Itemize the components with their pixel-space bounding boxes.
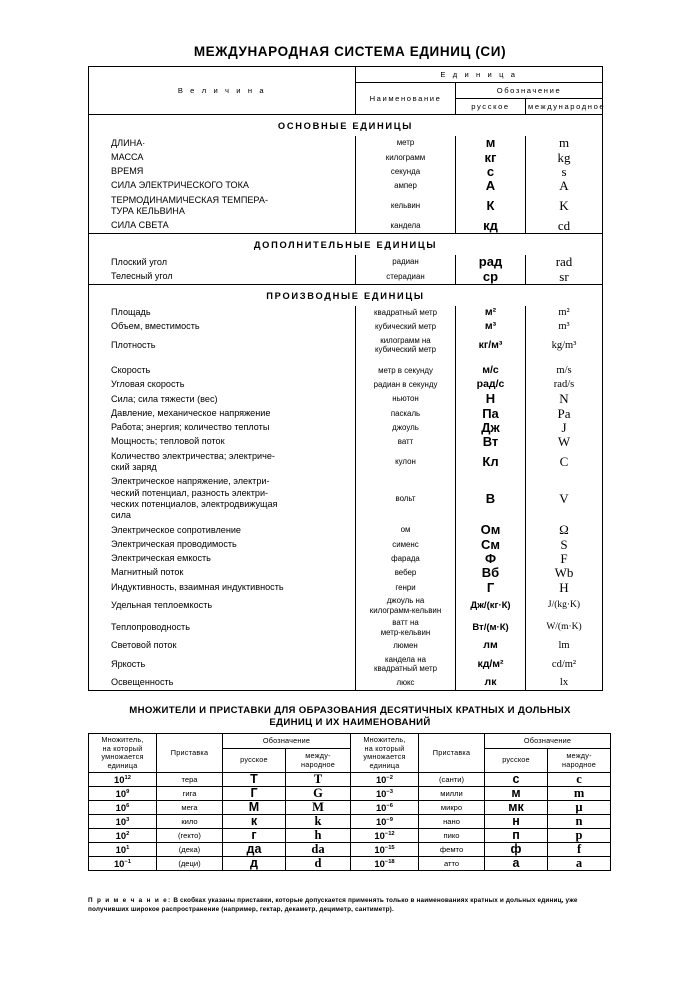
section-title: ДОПОЛНИТЕЛЬНЫЕ ЕДИНИЦЫ [89, 234, 603, 256]
unit-name-cell: ньютон [356, 392, 456, 406]
russian-symbol-cell: м/с [456, 363, 526, 377]
russian-symbol-cell: с [456, 165, 526, 179]
quantity-cell: Скорость [89, 363, 356, 377]
multiplier-cell: $10^1$ [89, 843, 157, 857]
header-quantity: В е л и ч и н а [89, 67, 356, 115]
si-prefixes-table-body [89, 773, 611, 871]
table-row [89, 829, 611, 843]
international-symbol-cell: rad/s [526, 378, 603, 392]
prefix-name-cell: кило [157, 815, 223, 829]
international-symbol-cell: kg/m³ [526, 334, 603, 356]
international-symbol-cell: Wb [526, 566, 603, 580]
section-title: ПРОИЗВОДНЫЕ ЕДИНИЦЫ [89, 284, 603, 306]
prefix-name-cell: мега [157, 801, 223, 815]
table-row [89, 475, 603, 523]
international-symbol-cell: s [526, 165, 603, 179]
quantity-cell: Теплопроводность [89, 617, 356, 639]
table-row [89, 150, 603, 164]
unit-name-cell: метр [356, 136, 456, 150]
table-row [89, 363, 603, 377]
unit-name-cell: джоуль на килограмм-кельвин [356, 595, 456, 617]
multiplier-cell: $10^{-18}$ [351, 857, 419, 871]
header-prefix-left: Приставка [157, 734, 223, 773]
russian-symbol-cell: рад [456, 255, 526, 269]
international-symbol-cell: a [548, 857, 611, 871]
spacer-row [89, 356, 603, 363]
header-international-right: между- народное [548, 748, 611, 772]
russian-symbol-cell: п [485, 829, 548, 843]
multiplier-cell: $10^{-12}$ [351, 829, 419, 843]
russian-symbol-cell: а [485, 857, 548, 871]
prefix-name-cell: тера [157, 773, 223, 787]
footnote-label: П р и м е ч а н и е: [88, 897, 172, 904]
international-symbol-cell: A [526, 179, 603, 193]
quantity-cell: Магнитный поток [89, 566, 356, 580]
multiplier-cell: $10^{-1}$ [89, 857, 157, 871]
unit-name-cell: секунда [356, 165, 456, 179]
prefix-name-cell: (гекто) [157, 829, 223, 843]
multiplier-cell: $10^{-2}$ [351, 773, 419, 787]
russian-symbol-cell: мк [485, 801, 548, 815]
international-symbol-cell: M [286, 801, 351, 815]
footnote [88, 896, 608, 915]
header-russian-right: русское [485, 748, 548, 772]
quantity-cell: Электрическое сопротивление [89, 523, 356, 537]
footnote-text: В скобках указаны приставки, которые допускается применять только в наименованиях кратных и дольных единиц, уже получивших широкое распространение (например, гектар, декаметр, дециметр, сантиметр). [88, 897, 578, 914]
russian-symbol-cell: кг/м³ [456, 334, 526, 356]
table-row [89, 392, 603, 406]
quantity-cell: Удельная теплоемкость [89, 595, 356, 617]
table-row [89, 136, 603, 150]
international-symbol-cell: G [286, 787, 351, 801]
unit-name-cell: кубический метр [356, 320, 456, 334]
unit-name-cell: ампер [356, 179, 456, 193]
unit-name-cell: ватт на метр-кельвин [356, 617, 456, 639]
russian-symbol-cell: М [223, 801, 286, 815]
quantity-cell: Плотность [89, 334, 356, 356]
international-symbol-cell: N [526, 392, 603, 406]
multiplier-cell: $10^{-15}$ [351, 843, 419, 857]
table-row [89, 449, 603, 475]
header-multiplier-left: Множитель, на который умножается единица [89, 734, 157, 773]
quantity-cell: ТЕРМОДИНАМИЧЕСКАЯ ТЕМПЕРА- ТУРА КЕЛЬВИНА [89, 193, 356, 219]
russian-symbol-cell: Дж [456, 421, 526, 435]
prefix-name-cell: гига [157, 787, 223, 801]
header-designation: Обозначение [456, 83, 603, 99]
table-row [89, 378, 603, 392]
multiplier-cell: $10^{-3}$ [351, 787, 419, 801]
international-symbol-cell: F [526, 552, 603, 566]
unit-name-cell: ватт [356, 435, 456, 449]
russian-symbol-cell: лк [456, 675, 526, 690]
table-row [89, 675, 603, 690]
prefix-name-cell: фемто [419, 843, 485, 857]
table-row [89, 653, 603, 675]
international-symbol-cell: rad [526, 255, 603, 269]
table-row [89, 406, 603, 420]
international-symbol-cell: H [526, 580, 603, 594]
russian-symbol-cell: Вт [456, 435, 526, 449]
table-row [89, 523, 603, 537]
quantity-cell: Давление, механическое напряжение [89, 406, 356, 420]
header-designation-left: Обозначение [223, 734, 351, 749]
international-symbol-cell: Ω [526, 523, 603, 537]
russian-symbol-cell: Ф [456, 552, 526, 566]
quantity-cell: Электрическое напряжение, электри- ческий потенциал, разность электри- ческих потенциалов, электродвижущая сила [89, 475, 356, 523]
table-row [89, 219, 603, 234]
international-symbol-cell: k [286, 815, 351, 829]
multiplier-cell: $10^2$ [89, 829, 157, 843]
russian-symbol-cell: Н [456, 392, 526, 406]
table-row [89, 179, 603, 193]
si-prefixes-table [88, 733, 611, 871]
russian-symbol-cell: В [456, 475, 526, 523]
table-row [89, 773, 611, 787]
quantity-cell: ВРЕМЯ [89, 165, 356, 179]
table-row [89, 801, 611, 815]
international-symbol-cell: J [526, 421, 603, 435]
section-title: ОСНОВНЫЕ ЕДИНИЦЫ [89, 115, 603, 137]
international-symbol-cell: h [286, 829, 351, 843]
international-symbol-cell: c [548, 773, 611, 787]
unit-name-cell: кельвин [356, 193, 456, 219]
unit-name-cell: кандела [356, 219, 456, 234]
quantity-cell: МАССА [89, 150, 356, 164]
quantity-cell: Электрическая емкость [89, 552, 356, 566]
section-header-row [89, 284, 603, 306]
international-symbol-cell: T [286, 773, 351, 787]
table-row [89, 566, 603, 580]
prefix-name-cell: нано [419, 815, 485, 829]
quantity-cell: Индуктивность, взаимная индуктивность [89, 580, 356, 594]
quantity-cell: Плоский угол [89, 255, 356, 269]
prefix-name-cell: милли [419, 787, 485, 801]
quantity-cell: Телесный угол [89, 269, 356, 284]
unit-name-cell: фарада [356, 552, 456, 566]
header-international: международное [526, 99, 603, 115]
russian-symbol-cell: Дж/(кг·К) [456, 595, 526, 617]
table-row [89, 255, 603, 269]
header-unit-name: Наименование [356, 83, 456, 115]
russian-symbol-cell: с [485, 773, 548, 787]
table-row [89, 193, 603, 219]
russian-symbol-cell: м [456, 136, 526, 150]
russian-symbol-cell: кд [456, 219, 526, 234]
unit-name-cell: джоуль [356, 421, 456, 435]
russian-symbol-cell: Вт/(м·К) [456, 617, 526, 639]
prefix-name-cell: (санти) [419, 773, 485, 787]
table-row [89, 334, 603, 356]
header-international-left: между- народное [286, 748, 351, 772]
russian-symbol-cell: к [223, 815, 286, 829]
international-symbol-cell: m³ [526, 320, 603, 334]
quantity-cell: Освещенность [89, 675, 356, 690]
prefix-table-title: МНОЖИТЕЛИ И ПРИСТАВКИ ДЛЯ ОБРАЗОВАНИЯ ДЕСЯТИЧНЫХ КРАТНЫХ И ДОЛЬНЫХ ЕДИНИЦ И ИХ НАИМЕНОВАНИЙ [129, 705, 571, 728]
international-symbol-cell: f [548, 843, 611, 857]
international-symbol-cell: lx [526, 675, 603, 690]
table-row [89, 269, 603, 284]
quantity-cell: Световой поток [89, 639, 356, 653]
unit-name-cell: паскаль [356, 406, 456, 420]
international-symbol-cell: p [548, 829, 611, 843]
russian-symbol-cell: ф [485, 843, 548, 857]
unit-name-cell: сименс [356, 537, 456, 551]
international-symbol-cell: lm [526, 639, 603, 653]
unit-name-cell: вебер [356, 566, 456, 580]
quantity-cell: Угловая скорость [89, 378, 356, 392]
russian-symbol-cell: ср [456, 269, 526, 284]
unit-name-cell: радиан в секунду [356, 378, 456, 392]
quantity-cell: Работа; энергия; количество теплоты [89, 421, 356, 435]
unit-name-cell: кулон [356, 449, 456, 475]
quantity-cell: СИЛА СВЕТА [89, 219, 356, 234]
header-russian-left: русское [223, 748, 286, 772]
prefix-name-cell: микро [419, 801, 485, 815]
international-symbol-cell: m² [526, 306, 603, 320]
russian-symbol-cell: н [485, 815, 548, 829]
russian-symbol-cell: К [456, 193, 526, 219]
international-symbol-cell: µ [548, 801, 611, 815]
table-row [89, 595, 603, 617]
international-symbol-cell: S [526, 537, 603, 551]
international-symbol-cell: n [548, 815, 611, 829]
international-symbol-cell: cd [526, 219, 603, 234]
si-units-table [88, 66, 606, 691]
section-header-row [89, 115, 603, 137]
header-russian: русское [456, 99, 526, 115]
header-unit: Е д и н и ц а [356, 67, 603, 83]
international-symbol-cell: m [548, 787, 611, 801]
header-prefix-right: Приставка [419, 734, 485, 773]
russian-symbol-cell: А [456, 179, 526, 193]
international-symbol-cell: sr [526, 269, 603, 284]
international-symbol-cell: J/(kg·K) [526, 595, 603, 617]
quantity-cell: Площадь [89, 306, 356, 320]
international-symbol-cell: Pa [526, 406, 603, 420]
multiplier-cell: $10^9$ [89, 787, 157, 801]
russian-symbol-cell: Вб [456, 566, 526, 580]
prefix-name-cell: (дека) [157, 843, 223, 857]
russian-symbol-cell: Г [223, 787, 286, 801]
quantity-cell: Сила; сила тяжести (вес) [89, 392, 356, 406]
si-units-table-body [89, 115, 603, 691]
table-row [89, 580, 603, 594]
russian-symbol-cell: лм [456, 639, 526, 653]
russian-symbol-cell: кг [456, 150, 526, 164]
quantity-cell: Яркость [89, 653, 356, 675]
si-prefixes-table-header [89, 734, 611, 773]
table-row [89, 306, 603, 320]
prefix-name-cell: атто [419, 857, 485, 871]
international-symbol-cell: d [286, 857, 351, 871]
russian-symbol-cell: См [456, 537, 526, 551]
russian-symbol-cell: рад/с [456, 378, 526, 392]
international-symbol-cell: m/s [526, 363, 603, 377]
table-row [89, 537, 603, 551]
table-row [89, 552, 603, 566]
table-row [89, 815, 611, 829]
unit-name-cell: квадратный метр [356, 306, 456, 320]
russian-symbol-cell: д [223, 857, 286, 871]
header-designation-right: Обозначение [485, 734, 611, 749]
international-symbol-cell: cd/m² [526, 653, 603, 675]
unit-name-cell: вольт [356, 475, 456, 523]
prefix-name-cell: пико [419, 829, 485, 843]
si-units-table-header [89, 67, 606, 115]
multiplier-cell: $10^3$ [89, 815, 157, 829]
multiplier-cell: $10^{12}$ [89, 773, 157, 787]
international-symbol-cell: K [526, 193, 603, 219]
table-row [89, 165, 603, 179]
multiplier-cell: $10^6$ [89, 801, 157, 815]
unit-name-cell: килограмм на кубический метр [356, 334, 456, 356]
unit-name-cell: люмен [356, 639, 456, 653]
unit-name-cell: кандела на квадратный метр [356, 653, 456, 675]
unit-name-cell: килограмм [356, 150, 456, 164]
russian-symbol-cell: кд/м² [456, 653, 526, 675]
unit-name-cell: стерадиан [356, 269, 456, 284]
table-row [89, 421, 603, 435]
russian-symbol-cell: Па [456, 406, 526, 420]
international-symbol-cell: m [526, 136, 603, 150]
international-symbol-cell: C [526, 449, 603, 475]
russian-symbol-cell: м [485, 787, 548, 801]
unit-name-cell: метр в секунду [356, 363, 456, 377]
quantity-cell: Объем, вместимость [89, 320, 356, 334]
table-row [89, 787, 611, 801]
international-symbol-cell: da [286, 843, 351, 857]
unit-name-cell: генри [356, 580, 456, 594]
russian-symbol-cell: Г [456, 580, 526, 594]
prefix-name-cell: (деци) [157, 857, 223, 871]
quantity-cell: СИЛА ЭЛЕКТРИЧЕСКОГО ТОКА [89, 179, 356, 193]
quantity-cell: Электрическая проводимость [89, 537, 356, 551]
unit-name-cell: люкс [356, 675, 456, 690]
quantity-cell: ДЛИНА· [89, 136, 356, 150]
russian-symbol-cell: Ом [456, 523, 526, 537]
russian-symbol-cell: м³ [456, 320, 526, 334]
international-symbol-cell: V [526, 475, 603, 523]
russian-symbol-cell: Т [223, 773, 286, 787]
russian-symbol-cell: да [223, 843, 286, 857]
table-row [89, 320, 603, 334]
header-multiplier-right: Множитель, на который умножается единица [351, 734, 419, 773]
quantity-cell: Количество электричества; электриче- ский заряд [89, 449, 356, 475]
table-row [89, 639, 603, 653]
table-row [89, 843, 611, 857]
russian-symbol-cell: Кл [456, 449, 526, 475]
russian-symbol-cell: м² [456, 306, 526, 320]
table-row [89, 617, 603, 639]
unit-name-cell: ом [356, 523, 456, 537]
quantity-cell: Мощность; тепловой поток [89, 435, 356, 449]
multiplier-cell: $10^{-9}$ [351, 815, 419, 829]
page-title: МЕЖДУНАРОДНАЯ СИСТЕМА ЕДИНИЦ (СИ) [193, 44, 507, 59]
international-symbol-cell: kg [526, 150, 603, 164]
international-symbol-cell: W [526, 435, 603, 449]
table-row [89, 857, 611, 871]
international-symbol-cell: W/(m·K) [526, 617, 603, 639]
section-header-row [89, 234, 603, 256]
unit-name-cell: радиан [356, 255, 456, 269]
multiplier-cell: $10^{-6}$ [351, 801, 419, 815]
table-row [89, 435, 603, 449]
russian-symbol-cell: г [223, 829, 286, 843]
